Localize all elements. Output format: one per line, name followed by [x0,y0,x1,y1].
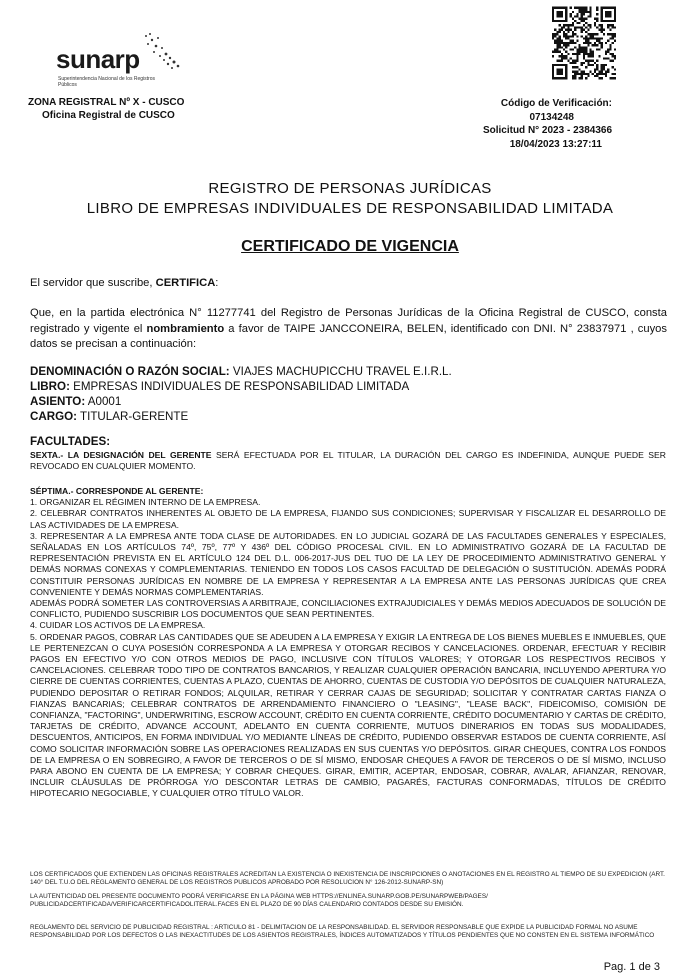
verification-block [483,97,612,151]
registry-title: REGISTRO DE PERSONAS JURÍDICAS [208,180,492,197]
certifica-suffix: : [215,277,219,289]
cargo-row [30,409,452,424]
power-item: 2. CELEBRAR CONTRATOS INHERENTES AL OBJETO DE LA EMPRESA, FIJANDO SUS CONDICIONES; SUPERVISAR Y FISCALIZAR EL DESARROLLO DE LAS ACTIVIDADES DE LA EMPRESA. [30,508,666,530]
certifica-line [30,276,218,292]
verification-label: Código de Verificación: [500,98,612,109]
zone-registral: ZONA REGISTRAL Nº X - CUSCO [28,97,185,108]
sunarp-logo-dots-icon [140,30,186,76]
power-item: 5. ORDENAR PAGOS, COBRAR LAS CANTIDADES QUE SE ADEUDEN A LA EMPRESA Y EXIGIR LA ENTREGA DE LOS BIENES MUEBLES E INMUEBLES, QUE LE PERTENEZCAN O CUYA POSESIÓN CORRESPONDA A LA EMPRESA Y OTORGAR RECIBOS Y CANCELACIONES. ORDENAR, EFECTUAR Y RECIBIR PAGOS EN EFECTIVO Y/O CON OTROS MEDIOS DE PAGO, INCLUSIVE CON TÍTULOS VALORES; Y OTORGAR LOS RESPECTIVOS RECIBOS Y CANCELACIONES. CELEBRAR TODO TIPO DE CONTRATOS BANCARIOS, Y REALIZAR CUALQUIER OPERACIÓN BANCARIA, INCLUYENDO APERTURA Y/O CIERRE DE CUENTAS CORRIENTES, CUENTAS A PLAZO, CUENTAS DE AHORRO, CUENTAS DE CUSTODIA Y/O DEPÓSITOS DE CUALQUIER NATURALEZA, PUDIENDO DEPOSITAR O RETIRAR FONDOS; ALQUILAR, RETIRAR Y CERRAR CAJAS DE SEGURIDAD; SOLICITAR Y CONTRATAR CARTAS FIANZA O FIANZAS BANCARIAS; CELEBRAR CONTRATOS DE ARRENDAMIENTO FINANCIERO O "LEASING", "LEASE BACK", FIDEICOMISO, COMISIÓN DE CONFIANZA, "FACTORING", UNDERWRITING, ESCROW ACCOUNT, CRÉDITO EN CUENTA CORRIENTE, CRÉDITO DOCUMENTARIO Y CARTAS DE CRÉDITO, TARJETAS DE CRÉDITO, ADVANCE ACCOUNT, ADELANTO EN CUENTA CORRIENTE, MUTUOS DINERARIOS EN TODAS SUS MODALIDADES, DESCUENTOS, ANTICIPOS, EN FORMA INDIVIDUAL Y/O MEDIANTE LÍNEAS DE CRÉDITO, PUDIENDO OBSERVAR ESTADOS DE CUENTA CORRIENTE, ASÍ COMO SOLICITAR INFORMACIÓN SOBRE LAS OPERACIONES REALIZADAS EN SUS CUENTAS Y/O DEPÓSITOS. GIRAR CHEQUES, CONTRA LOS FONDOS DE LA EMPRESA O EN SOBREGIRO, A FAVOR DE TERCEROS O DE SÍ MISMO, ENDOSAR CHEQUES A FAVOR DE TERCEROS O DE SÍ MISMO, INCLUSO PARA ABONO EN CUENTA DE LA EMPRESA; Y COBRAR CHEQUES. GIRAR, EMITIR, ACEPTAR, ENDOSAR, COBRAR, AVALAR, AFIANZAR, RENOVAR, INCLUIR CLÁUSULAS DE PRÓRROGA Y/O DESCONTAR LETRAS DE CAMBIO, PAGARÉS, FACTURAS CONFORMADAS, TÍTULOS DE CRÉDITO HIPOTECARIO NEGOCIABLE, Y CUALQUIER OTRO TÍTULO VALOR. [30,631,666,799]
libro-value: EMPRESAS INDIVIDUALES DE RESPONSABILIDAD LIMITADA [69,380,410,393]
asiento-row [30,394,452,409]
clause-sexta [30,450,666,472]
verification-code: 07134248 [529,111,574,123]
sunarp-logo-subtitle: Superintendencia Nacional de los Registros Públicos [58,76,156,88]
sexta-text: SERÁ EFECTUADA POR EL TITULAR, LA DURACIÓN DEL CARGO ES INDEFINIDA, AUNQUE PUEDE SER REVOCADO EN CUALQUIER MOMENTO. [30,450,666,472]
request-datetime: 18/04/2023 13:27:11 [509,138,602,150]
asiento-value: A0001 [85,395,122,408]
company-details [30,364,452,424]
power-item: 4. CUIDAR LOS ACTIVOS DE LA EMPRESA. [30,620,206,631]
certifica-prefix: El servidor que suscribe, [30,277,156,289]
paragraph-part2: a favor de TAIPE JANCCONEIRA, BELEN, identificado con DNI. N° 23837971 , cuyos datos se precisan a continuación: [30,322,667,350]
certification-paragraph [30,306,667,353]
qr-code-icon [552,6,616,80]
paragraph-bold: nombramiento [146,322,225,335]
request-number: Solicitud N° 2023 - 2384366 [482,125,612,136]
sunarp-logo: sunarp [56,44,140,74]
registry-book-title: LIBRO DE EMPRESAS INDIVIDUALES DE RESPONSABILIDAD LIMITADA [86,200,614,217]
footer-note-verification: LA AUTENTICIDAD DEL PRESENTE DOCUMENTO PODRÁ VERIFICARSE EN LA PÁGINA WEB HTTPS://ENLINEA.SUNARP.GOB.PE/SUNARPWEB/PAGES/ PUBLICIDADCERTIFICADA/VERIFICARCERTIFICADOLITERAL.FACES EN EL PLAZO DE 90 DÍAS CALENDARIO CONTADOS DESDE SU EMISIÓN. [30,893,488,909]
oficina-registral: Oficina Registral de CUSCO [42,110,175,121]
septima-label-text: SÉPTIMA.- CORRESPONDE AL GERENTE: [30,486,204,496]
paragraph-part1: Que, en la partida electrónica N° 11277741 del Registro de Personas Jurídicas de la Oficina Registral de CUSCO, consta registrado y vigente el [30,307,667,335]
certifica-word: CERTIFICA [155,277,216,289]
asiento-label: ASIENTO: [30,395,86,408]
page-number: Pag. 1 de 3 [603,961,660,973]
cargo-value: TITULAR-GERENTE [77,410,189,423]
cargo-label: CARGO: [30,410,78,423]
sexta-label: SEXTA.- LA DESIGNACIÓN DEL GERENTE [30,450,212,460]
denominacion-label: DENOMINACIÓN O RAZÓN SOCIAL: [30,365,230,378]
libro-row [30,379,452,394]
power-item: ADEMÁS PODRÁ SOMETER LAS CONTROVERSIAS A ARBITRAJE, CONCILIACIONES EXTRAJUDICIALES Y DEMÁS MEDIOS ADECUADOS DE SOLUCIÓN DE CONFLICTO, PUDIENDO SUSCRIBIR LOS DOCUMENTOS QUE SEAN PERTINENTES. [30,598,666,620]
libro-label: LIBRO: [30,380,70,393]
power-item: 3. REPRESENTAR A LA EMPRESA ANTE TODA CLASE DE AUTORIDADES. EN LO JUDICIAL GOZARÁ DE LAS FACULTADES GENERALES Y ESPECIALES, SEÑALADAS EN LOS ARTÍCULOS 74º, 75º, 77º Y 436º DEL CÓDIGO PROCESAL CIVIL. EN LO ADMINISTRATIVO GOZARÁ DE LA FACULTAD DE REPRESENTACIÓN PREVISTA EN EL ARTÍCULO 124 DEL D.L. 006-2017-JUS DEL TUO DE LA LEY DE PROCEDIMIENTO ADMINISTRATIVO GENERAL Y DEMÁS NORMAS CONEXAS Y COMPLEMENTARIAS. TENIENDO EN TODOS LOS CASOS FACULTAD DE DELEGACIÓN O SUSTITUCIÓN. ADEMÁS PODRÁ CONSTITUIR PERSONAS JURÍDICAS EN NOMBRE DE LA EMPRESA Y REPRESENTAR A LA EMPRESA ANTE LAS PERSONAS JURÍDICAS QUE CREA CONVENIENTE Y DEMÁS NORMAS COMPLEMENTARIAS. [30,530,666,597]
clause-septima [30,486,666,800]
power-item: 1. ORGANIZAR EL RÉGIMEN INTERNO DE LA EMPRESA. [30,497,261,508]
footer-note-regulation: REGLAMENTO DEL SERVICIO DE PUBLICIDAD REGISTRAL : ARTICULO 81 - DELIMITACION DE LA RESPONSABILIDAD. EL SERVIDOR RESPONSABLE QUE EXPIDE LA PUBLICIDAD FORMAL NO ASUME RESPONSABILIDAD POR LOS DEFECTOS O LAS INEXACTITUDES DE LOS ASIENTOS REGISTRALES, ÍNDICES AUTOMATIZADOS Y TÍTULOS PENDIENTES QUE NO CONSTEN EN EL SISTEMA INFORMÁTICO [30,924,655,940]
septima-label [30,486,666,497]
denominacion-value: VIAJES MACHUPICCHU TRAVEL E.I.R.L. [229,365,452,378]
facultades-heading: FACULTADES: [30,435,111,448]
denominacion-row [30,364,452,379]
certificate-title: CERTIFICADO DE VIGENCIA [241,238,459,255]
footer-note-validity: LOS CERTIFICADOS QUE EXTIENDEN LAS OFICINAS REGISTRALES ACREDITAN LA EXISTENCIA O INEXISTENCIA DE INSCRIPCIONES O ANOTACIONES EN EL REGISTRO AL TIEMPO DE SU EXPEDICION (ART. 140° DEL T.U.O DEL REGLAMENTO GENERAL DE LOS REGISTROS PUBLICOS APROBADO POR RESOLUCION N° 126-2012-SUNARP-SN) [30,871,665,887]
